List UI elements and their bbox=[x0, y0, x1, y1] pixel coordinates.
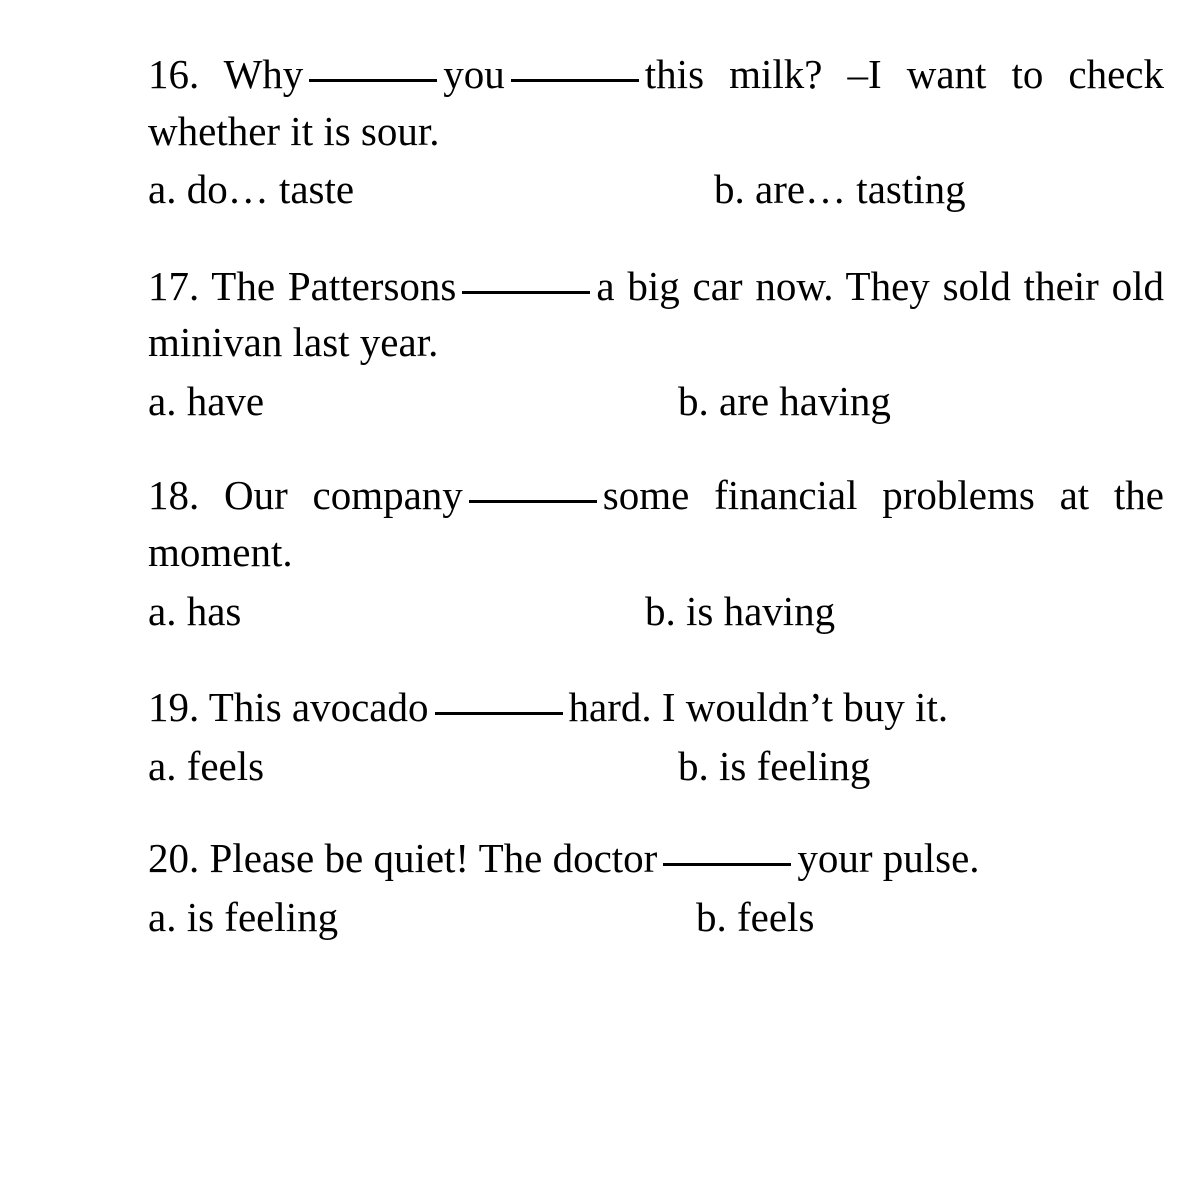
answer-blank bbox=[309, 79, 437, 82]
question-stem-part-3: this milk? –I want to check whether it is sour. bbox=[148, 51, 1164, 154]
option-a[interactable]: a. is feeling bbox=[148, 893, 339, 940]
question-stem-part-2: some financial problems at the moment. bbox=[148, 472, 1164, 576]
question-item bbox=[148, 258, 1164, 430]
question-stem-part-2: you bbox=[443, 51, 505, 97]
question-options bbox=[148, 161, 1164, 218]
question-number: 18. bbox=[148, 472, 200, 519]
top-clipped-text bbox=[148, 0, 948, 4]
question-stem-part-1: Please be quiet! The doctor bbox=[209, 835, 658, 882]
option-b[interactable]: b. are having bbox=[678, 377, 891, 424]
question-item bbox=[148, 679, 1164, 794]
question-stem-part-2: your pulse. bbox=[797, 835, 980, 882]
answer-blank bbox=[663, 863, 791, 866]
option-b[interactable]: b. is having bbox=[645, 587, 836, 634]
question-stem-part-1: This avocado bbox=[208, 684, 429, 731]
question-stem-part-2: hard. I wouldn’t buy it. bbox=[568, 684, 949, 731]
question-stem-part-2: a big car now. They sold their old minivan last year. bbox=[148, 262, 1164, 366]
question-stem bbox=[148, 679, 1164, 736]
question-item bbox=[148, 46, 1164, 218]
option-a[interactable]: a. do… taste bbox=[148, 166, 355, 213]
option-b[interactable]: b. feels bbox=[696, 893, 815, 940]
question-stem bbox=[148, 46, 1164, 159]
option-a[interactable]: a. have bbox=[148, 377, 265, 424]
question-stem-part-1: Our company bbox=[224, 472, 463, 519]
question-stem-part-1: Why bbox=[223, 51, 304, 97]
question-stem bbox=[148, 258, 1164, 371]
question-stem bbox=[148, 467, 1164, 580]
question-number: 20. bbox=[148, 835, 200, 882]
option-b[interactable]: b. are… tasting bbox=[714, 166, 966, 213]
question-item bbox=[148, 830, 1164, 945]
answer-blank bbox=[462, 291, 590, 294]
answer-blank bbox=[435, 712, 563, 715]
question-stem-part-1: The Pattersons bbox=[211, 262, 457, 309]
question-options bbox=[148, 738, 1164, 795]
question-number: 19. bbox=[148, 684, 200, 731]
option-a[interactable]: a. feels bbox=[148, 742, 265, 789]
question-item bbox=[148, 467, 1164, 639]
question-options bbox=[148, 583, 1164, 640]
question-number: 16. bbox=[148, 51, 200, 97]
answer-blank bbox=[469, 500, 597, 503]
question-stem bbox=[148, 830, 1164, 887]
question-number: 17. bbox=[148, 262, 200, 309]
question-options bbox=[148, 373, 1164, 430]
question-list bbox=[148, 0, 1164, 946]
answer-blank bbox=[511, 79, 639, 82]
option-b[interactable]: b. is feeling bbox=[678, 742, 871, 789]
option-a[interactable]: a. has bbox=[148, 587, 242, 634]
question-options bbox=[148, 889, 1164, 946]
